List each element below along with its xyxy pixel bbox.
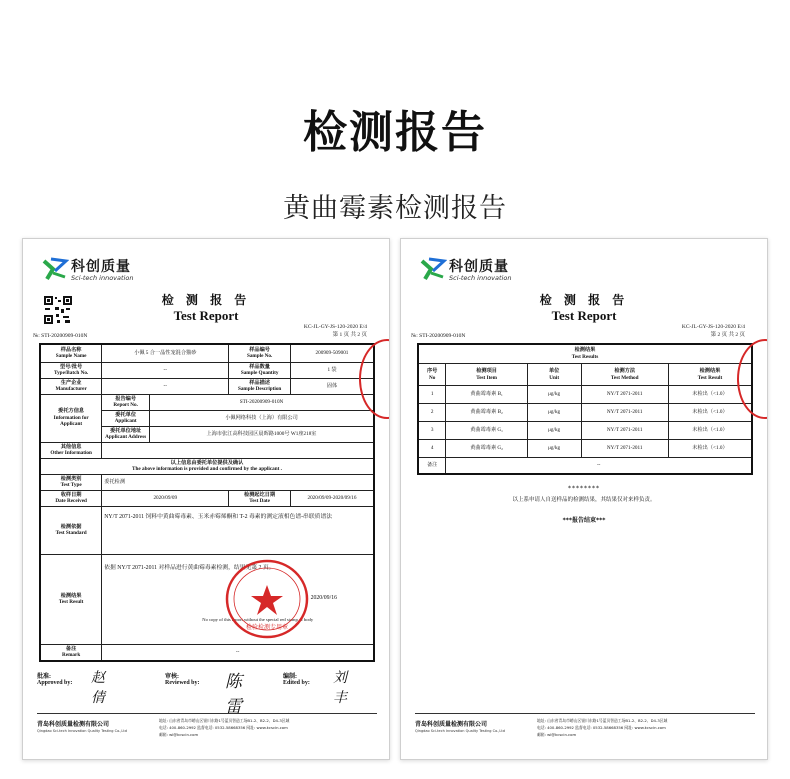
- test-type-label: 检测类别 Test Type: [40, 474, 102, 490]
- type-value: --: [102, 362, 229, 378]
- sci-tech-logo-icon: [41, 255, 69, 283]
- report-title-en: Test Report: [551, 308, 617, 323]
- footer-phone: 电话: 400-860-2992 监督电话: 0532-58668356 网址: www.kcscin.com: [159, 725, 288, 730]
- row-no: 3: [418, 422, 446, 440]
- row-method: NY/T 2071-2011: [581, 404, 668, 422]
- footer-company-en: Qingdao Sci-tech Innovation Quality Testing Co.,Ltd: [415, 729, 505, 733]
- address-value: 上海市张江高科技园区晨晖路1000号 W1座218室: [150, 426, 374, 442]
- test-date-value: 2020/09/09-2020/09/16: [290, 490, 374, 506]
- result-date: 2020/09/16: [310, 594, 337, 601]
- report-code-text: KC-JL-GY-JS-120-2020 E/4: [681, 324, 745, 330]
- table-row: [418, 386, 752, 404]
- result-value: 依据 NY/T 2071-2011 对样品进行黄曲霉毒素检测，结果见第 2 页。: [104, 564, 275, 571]
- company-logo: [41, 255, 191, 285]
- col-item-header: 检测项目 Test Item: [446, 364, 527, 386]
- report-page-2: [400, 238, 768, 760]
- row-item: 黄曲霉毒素 B₁: [446, 386, 527, 404]
- report-title-en: Test Report: [173, 308, 239, 323]
- row-method: NY/T 2071-2011: [581, 440, 668, 458]
- col-no-header: 序号 No: [418, 364, 446, 386]
- logo-name-cn: 科创质量: [71, 259, 131, 275]
- approved-signature: 赵倩: [91, 670, 105, 706]
- footer-contact: [159, 717, 289, 738]
- report-no-value: STI-20200909-010N: [150, 394, 374, 410]
- row-unit: μg/kg: [527, 386, 581, 404]
- applicant-notice: 以上信息由委托单位提供及确认 The above information is provided and confirmed by the applicant .: [40, 458, 374, 474]
- col-unit-header: 单位 Unit: [527, 364, 581, 386]
- applicant-info-label: 委托方信息 Information for Applicant: [40, 394, 102, 442]
- footer-divider: [37, 713, 377, 714]
- page-title: 检测报告: [303, 107, 487, 158]
- row-item: 黄曲霉毒素 B₂: [446, 404, 527, 422]
- received-date-label: 收样日期 Date Received: [40, 490, 102, 506]
- report-no-label: 报告编号 Report No.: [102, 394, 150, 410]
- table-row: [418, 440, 752, 458]
- other-info-value: [102, 442, 374, 458]
- row-no: 2: [418, 404, 446, 422]
- report-info-table: [39, 343, 375, 662]
- footer-company-cn: 青岛科创质量检测有限公司: [37, 721, 110, 728]
- remark-value: --: [102, 644, 374, 661]
- test-date-label: 检测起讫日期 Test Date: [229, 490, 291, 506]
- official-seal-icon: [222, 557, 312, 641]
- logo-name-cn: 科创质量: [449, 259, 509, 275]
- col-result-header: 检测结果 Test Result: [668, 364, 752, 386]
- report-end: ***报告结束***: [562, 517, 606, 524]
- table-row: [418, 404, 752, 422]
- row-result: 未检出（<1.0）: [668, 440, 752, 458]
- row-unit: μg/kg: [527, 440, 581, 458]
- company-logo: [419, 255, 569, 285]
- footer-company-en: Qingdao Sci-tech Innovation Quality Testing Co.,Ltd: [37, 729, 127, 733]
- test-results-heading: 检测结果 Test Results: [418, 344, 752, 364]
- quantity-label: 样品数量 Sample Quantity: [229, 362, 291, 378]
- report-code: [304, 323, 367, 339]
- test-type-value: 委托检测: [102, 474, 374, 490]
- client-label: 委托单位 Applicant: [102, 410, 150, 426]
- result-note: 以上系申请人自送样品的检测结果，其结果仅对来样负责。: [512, 497, 656, 503]
- client-value: 小佩网络科技（上海）有限公司: [150, 410, 374, 426]
- remark-value: --: [446, 458, 752, 474]
- footer-address: 地址: 山东省青岛市崂山区银川东路1号蓝贝智造工场B1-2、B2-2、D4-3区域: [159, 718, 290, 723]
- quantity-value: 1 袋: [290, 362, 374, 378]
- row-no: 4: [418, 440, 446, 458]
- sample-name-label: 样品名称 Sample Name: [40, 344, 102, 362]
- report-title-cn: 检 测 报 告: [539, 293, 629, 307]
- result-stamp-note: No copy of this report without the special red stamp of body: [202, 616, 314, 622]
- sample-no-value: 200909-509001: [290, 344, 374, 362]
- reviewed-by: 审核: Reviewed by: 陈雷: [165, 671, 200, 686]
- report-title-cn: 检 测 报 告: [161, 293, 251, 307]
- report-code-text: KC-JL-GY-JS-120-2020 E/4: [303, 324, 367, 330]
- report-number: №: STI-20200909-010N: [33, 333, 88, 339]
- report-page-1: [22, 238, 390, 760]
- page-mark: 第 1 页 共 2 页: [332, 332, 367, 338]
- row-result: 未检出（<1.0）: [668, 386, 752, 404]
- report-number: №: STI-20200909-010N: [411, 333, 466, 339]
- sample-no-label: 样品编号 Sample No.: [229, 344, 291, 362]
- row-result: 未检出（<1.0）: [668, 422, 752, 440]
- footer-divider: [415, 713, 755, 714]
- row-item: 黄曲霉毒素 G₂: [446, 440, 527, 458]
- row-result: 未检出（<1.0）: [668, 404, 752, 422]
- footer-address: 地址: 山东省青岛市崂山区银川东路1号蓝贝智造工场B1-2、B2-2、D4-3区域: [537, 718, 668, 723]
- edited-by: 编制: Edited by: 刘丰: [283, 671, 310, 686]
- svg-text:检验检测专用章: 检验检测专用章: [246, 623, 289, 631]
- type-label: 型号/批号 Type/Batch No.: [40, 362, 102, 378]
- manufacturer-label: 生产企业 Manufacturer: [40, 378, 102, 394]
- footer-email: 邮箱: wl@kcscin.com: [159, 732, 199, 737]
- sample-name-value: 小佩 5 合一晶性宠混合猫砂: [102, 344, 229, 362]
- row-method: NY/T 2071-2011: [581, 422, 668, 440]
- table-row: [418, 422, 752, 440]
- standard-label: 检测依据 Test Standard: [40, 506, 102, 554]
- reviewed-signature: 陈雷: [225, 672, 242, 717]
- other-info-label: 其他信息 Other Information: [40, 442, 102, 458]
- description-label: 样品描述 Sample Description: [229, 378, 291, 394]
- row-unit: μg/kg: [527, 422, 581, 440]
- approved-by: 批准: Approved by: 赵倩: [37, 671, 72, 686]
- edited-signature: 刘丰: [333, 670, 347, 706]
- test-results-table: [417, 343, 753, 475]
- page-mark: 第 2 页 共 2 页: [710, 332, 745, 338]
- remark-label: 备注: [418, 458, 446, 474]
- col-method-header: 检测方法 Test Method: [581, 364, 668, 386]
- page-subtitle: 黄曲霉素检测报告: [283, 193, 507, 224]
- report-code: [682, 323, 745, 339]
- logo-name-en: Sci-tech innovation: [71, 274, 134, 282]
- result-cell: [102, 554, 374, 644]
- address-label: 委托单位地址 Applicant Address: [102, 426, 150, 442]
- received-date-value: 2020/09/09: [102, 490, 229, 506]
- standard-value: NY/T 2071-2011 饲料中黄曲霉毒素、玉米赤霉烯酮和 T-2 毒素的测定液相色谱-串联质谱法: [102, 506, 374, 554]
- row-method: NY/T 2071-2011: [581, 386, 668, 404]
- stars-divider: ********: [568, 485, 600, 492]
- footer-contact: [537, 717, 667, 738]
- sci-tech-logo-icon: [419, 255, 447, 283]
- signature-row: [37, 670, 377, 717]
- manufacturer-value: --: [102, 378, 229, 394]
- row-item: 黄曲霉毒素 G₁: [446, 422, 527, 440]
- footer-phone: 电话: 400-860-2992 监督电话: 0532-58668356 网址: www.kcscin.com: [537, 725, 666, 730]
- footer-email: 邮箱: wl@kcscin.com: [537, 732, 577, 737]
- row-unit: μg/kg: [527, 404, 581, 422]
- row-no: 1: [418, 386, 446, 404]
- logo-name-en: Sci-tech innovation: [449, 274, 512, 282]
- remark-label: 备注 Remark: [40, 644, 102, 661]
- description-value: 固体: [290, 378, 374, 394]
- result-label: 检测结果 Test Result: [40, 554, 102, 644]
- footer-company-cn: 青岛科创质量检测有限公司: [415, 721, 488, 728]
